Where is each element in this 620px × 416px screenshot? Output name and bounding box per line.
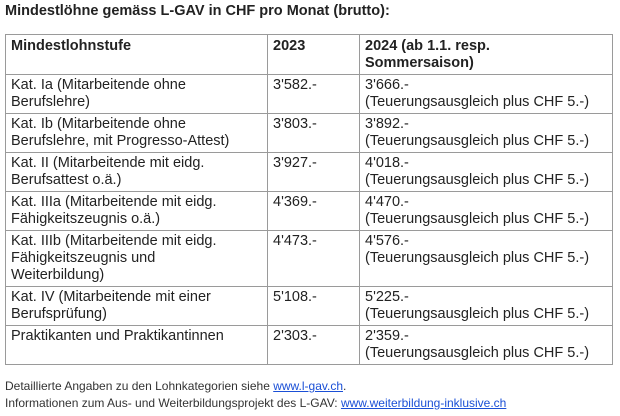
table-row (6, 114, 613, 153)
minimum-wage-table (5, 34, 613, 365)
wage-2024-cell (360, 231, 613, 287)
category-cell (6, 192, 268, 231)
header-2023: 2023 (268, 35, 360, 75)
wage-2023-cell: 5'108.- (268, 287, 360, 326)
wage-2024-cell (360, 153, 613, 192)
wage-2023-cell: 2'303.- (268, 326, 360, 365)
category-text: Berufsattest o.ä.) (11, 172, 122, 188)
wage-2024-value: 4'470.- (365, 194, 409, 210)
weiterbildung-link[interactable]: www.weiterbildung-inklusive.ch (340, 396, 507, 410)
wage-2024-value: 4'576.- (365, 233, 409, 249)
category-text: Kat. IV (Mitarbeitende mit einer (11, 289, 211, 305)
wage-2024-note: (Teuerungsausgleich plus CHF 5.-) (365, 94, 590, 110)
header-category: Mindestlohnstufe (6, 35, 268, 75)
category-cell (6, 287, 268, 326)
category-cell (6, 114, 268, 153)
footer-line-1 (5, 378, 506, 395)
category-cell (6, 326, 268, 365)
header-2024 (360, 35, 613, 75)
category-text: Praktikanten und Praktikantinnen (11, 328, 224, 344)
wage-2024-value: 5'225.- (365, 289, 409, 305)
wage-2023-cell: 3'582.- (268, 75, 360, 114)
table-row (6, 75, 613, 114)
wage-2024-value: 3'666.- (365, 77, 409, 93)
wage-2024-cell (360, 192, 613, 231)
wage-2024-note: (Teuerungsausgleich plus CHF 5.-) (365, 172, 590, 188)
wage-2024-note: (Teuerungsausgleich plus CHF 5.-) (365, 345, 590, 361)
category-text: Berufslehre) (11, 94, 90, 110)
l-gav-link[interactable]: www.l-gav.ch (273, 379, 343, 393)
table-row (6, 326, 613, 365)
category-text: Kat. Ib (Mitarbeitende ohne (11, 116, 186, 132)
header-2024-line1: 2024 (ab 1.1. resp. (365, 38, 490, 54)
wage-2024-cell (360, 75, 613, 114)
wage-2023-cell: 4'369.- (268, 192, 360, 231)
footer-line-1-text: Detaillierte Angaben zu den Lohnkategorien siehe (5, 379, 274, 393)
footer-line-2 (5, 395, 506, 412)
category-text: Weiterbildung) (11, 267, 105, 283)
category-text: Berufslehre, mit Progresso-Attest) (11, 133, 230, 149)
category-text: Kat. IIIa (Mitarbeitende mit eidg. (11, 194, 217, 210)
wage-2023-cell: 3'927.- (268, 153, 360, 192)
wage-2024-cell (360, 287, 613, 326)
wage-2024-cell (360, 326, 613, 365)
table-row (6, 153, 613, 192)
wage-2024-value: 4'018.- (365, 155, 409, 171)
category-text: Fähigkeitszeugnis o.ä.) (11, 211, 161, 227)
category-cell (6, 153, 268, 192)
table-row (6, 192, 613, 231)
wage-2024-note: (Teuerungsausgleich plus CHF 5.-) (365, 306, 590, 322)
category-text: Berufsprüfung) (11, 306, 107, 322)
wage-2023-cell: 3'803.- (268, 114, 360, 153)
category-text: Kat. IIIb (Mitarbeitende mit eidg. (11, 233, 217, 249)
table-body (6, 75, 613, 365)
wage-2023-cell: 4'473.- (268, 231, 360, 287)
table-row (6, 231, 613, 287)
category-cell (6, 231, 268, 287)
table-header-row (6, 35, 613, 75)
footer-line-2-text: Informationen zum Aus- und Weiterbildungsprojekt des L-GAV: (5, 396, 341, 410)
footer-notes (5, 378, 506, 412)
category-cell (6, 75, 268, 114)
header-2024-line2: Sommersaison) (365, 55, 474, 71)
wage-2024-value: 2'359.- (365, 328, 409, 344)
wage-2024-cell (360, 114, 613, 153)
wage-2024-note: (Teuerungsausgleich plus CHF 5.-) (365, 211, 590, 227)
footer-line-1-end: . (343, 379, 347, 393)
category-text: Kat. Ia (Mitarbeitende ohne (11, 77, 186, 93)
table-row (6, 287, 613, 326)
category-text: Kat. II (Mitarbeitende mit eidg. (11, 155, 205, 171)
wage-2024-note: (Teuerungsausgleich plus CHF 5.-) (365, 250, 590, 266)
wage-2024-value: 3'892.- (365, 116, 409, 132)
category-text: Fähigkeitszeugnis und (11, 250, 156, 266)
wage-2024-note: (Teuerungsausgleich plus CHF 5.-) (365, 133, 590, 149)
page-title: Mindestlöhne gemäss L-GAV in CHF pro Monat (brutto): (5, 3, 390, 19)
